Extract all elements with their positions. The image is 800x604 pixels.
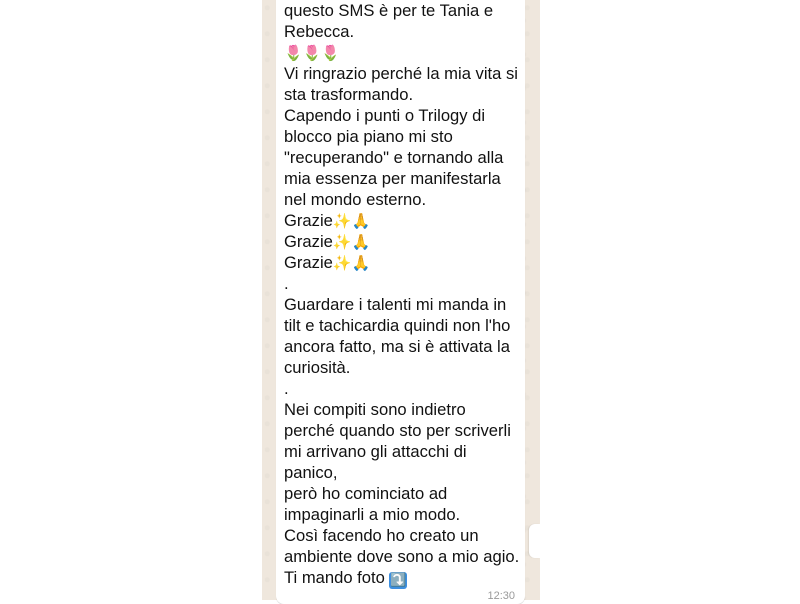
message-line-text: Capendo i punti o Trilogy di	[284, 106, 486, 125]
message-text	[284, 0, 522, 588]
tulip-icon: 🌷🌷🌷	[284, 44, 341, 62]
down-box-icon: ⤵️	[390, 573, 407, 588]
message-line-text: Nei compiti sono indietro	[284, 400, 466, 419]
message-line	[284, 462, 522, 483]
message-line	[284, 63, 522, 84]
message-line-text: Così facendo ho creato un	[284, 526, 479, 545]
message-line-text: nel mondo esterno.	[284, 190, 427, 209]
message-line	[284, 189, 522, 210]
message-line	[284, 0, 522, 21]
message-line-text: Grazie	[284, 232, 333, 251]
message-line	[284, 546, 522, 567]
message-line-text: "recuperando" e tornando alla	[284, 148, 504, 167]
message-line-text: mi arrivano gli attacchi di	[284, 442, 467, 461]
message-bubble[interactable]	[276, 0, 525, 604]
message-line	[284, 84, 522, 105]
message-line	[284, 21, 522, 42]
message-line-text: panico,	[284, 463, 338, 482]
sparkle-icon: ✨🙏	[332, 212, 371, 230]
message-line	[284, 273, 522, 294]
message-line-text: sta trasformando.	[284, 85, 414, 104]
message-line-text: Rebecca.	[284, 22, 355, 41]
message-line	[284, 315, 522, 336]
message-line-text: però ho cominciato ad	[284, 484, 448, 503]
message-line-text: Grazie	[284, 211, 333, 230]
message-line	[284, 483, 522, 504]
message-line-text: mia essenza per manifestarla	[284, 169, 501, 188]
message-line	[284, 441, 522, 462]
message-line	[284, 231, 522, 252]
sparkle-icon: ✨🙏	[332, 233, 371, 251]
message-line	[284, 294, 522, 315]
message-line	[284, 420, 522, 441]
message-line-text: .	[284, 379, 289, 398]
message-line	[284, 126, 522, 147]
message-line-text: ancora fatto, ma si è attivata la	[284, 337, 510, 356]
message-line	[284, 504, 522, 525]
message-line-text: curiosità.	[284, 358, 351, 377]
message-line-text: ambiente dove sono a mio agio.	[284, 547, 520, 566]
message-line	[284, 378, 522, 399]
message-line-text: Grazie	[284, 253, 333, 272]
message-line	[284, 399, 522, 420]
message-line-text: impaginarli a mio modo.	[284, 505, 461, 524]
sparkle-icon: ✨🙏	[332, 254, 371, 272]
scroll-to-bottom-handle[interactable]	[529, 524, 540, 558]
message-line-text: questo SMS è per te Tania e	[284, 1, 494, 20]
message-line-text: tilt e tachicardia quindi non l'ho	[284, 316, 511, 335]
message-line	[284, 42, 522, 63]
message-line	[284, 147, 522, 168]
message-line	[284, 525, 522, 546]
message-line	[284, 336, 522, 357]
message-line	[284, 168, 522, 189]
message-line	[284, 252, 522, 273]
message-line	[284, 105, 522, 126]
message-timestamp: 12:30	[487, 590, 515, 602]
message-line-text: Ti mando foto	[284, 568, 390, 587]
message-line-text: perché quando sto per scriverli	[284, 421, 511, 440]
message-line	[284, 357, 522, 378]
message-line-text: .	[284, 274, 289, 293]
message-line	[284, 567, 522, 588]
message-line-text: Guardare i talenti mi manda in	[284, 295, 507, 314]
message-line	[284, 210, 522, 231]
message-line-text: Vi ringrazio perché la mia vita si	[284, 64, 518, 83]
message-line-text: blocco pia piano mi sto	[284, 127, 453, 146]
